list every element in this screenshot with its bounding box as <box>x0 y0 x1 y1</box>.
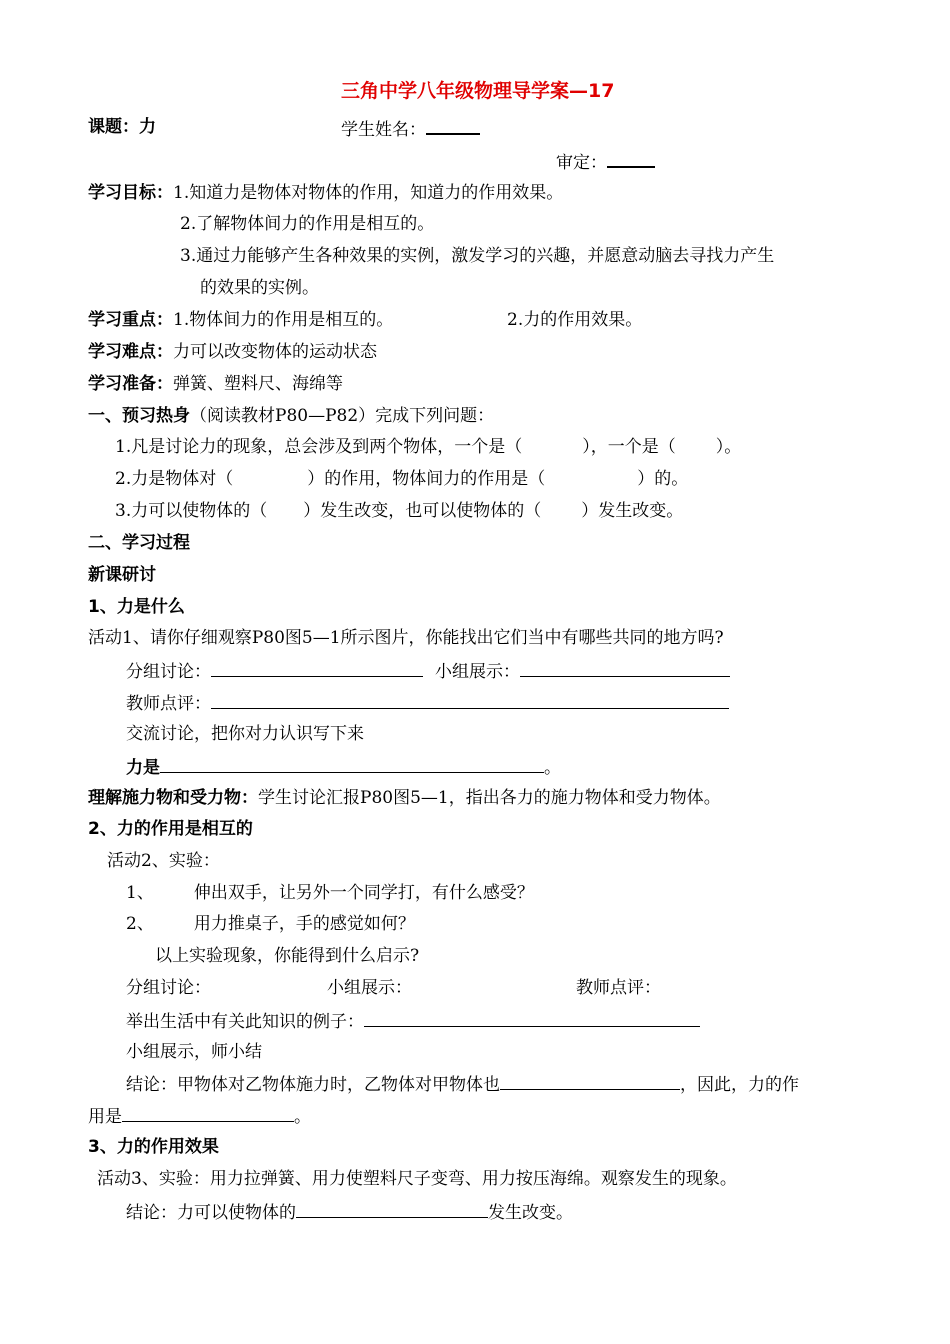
summary-text: 小组展示，师小结 <box>126 1042 262 1062</box>
insight-question: 以上实验现象，你能得到什么启示? <box>155 946 420 966</box>
preparation-label: 学习准备： <box>88 374 173 394</box>
objective-item: 2.了解物体间力的作用是相互的。 <box>180 214 435 234</box>
topic-label: 课题：力 <box>88 117 156 137</box>
question-text: ）的作用，物体间力的作用是（ <box>307 469 546 489</box>
question-text: 2.力是物体对（ <box>115 469 234 489</box>
page-title: 三角中学八年级物理导学案—17 <box>341 80 615 102</box>
objectives-label: 学习目标： <box>88 183 173 203</box>
conclusion-text: 发生改变。 <box>488 1203 573 1223</box>
student-name-row <box>341 116 480 141</box>
conclusion-text: 结论：力可以使物体的 <box>126 1203 296 1223</box>
conclusion-text: 用是 <box>88 1107 122 1127</box>
difficulty-text: 力可以改变物体的运动状态 <box>173 342 377 362</box>
example-blank[interactable] <box>364 1009 700 1027</box>
part2-group-show: 小组展示： <box>327 978 412 998</box>
experiment-step-1 <box>126 882 534 904</box>
objective-item: 的效果的实例。 <box>200 278 319 298</box>
student-name-label: 学生姓名： <box>341 120 426 140</box>
section1-heading-row <box>88 405 494 427</box>
group-discuss-label: 分组讨论： <box>126 662 211 682</box>
question-text: ），一个是（ <box>582 437 676 457</box>
key-point-item: 2.力的作用效果。 <box>507 310 643 330</box>
activity-1: 活动1、请你仔细观察P80图5—1所示图片，你能找出它们当中有哪些共同的地方吗? <box>88 628 724 648</box>
step-text: 用力推桌子，手的感觉如何？ <box>193 914 415 934</box>
question-text: ）发生改变。 <box>581 501 684 521</box>
activity-2: 活动2、实验： <box>107 851 220 871</box>
group-show-label: 小组展示： <box>435 662 520 682</box>
question-text: 3.力可以使物体的（ <box>115 501 268 521</box>
conclusion-blank[interactable] <box>500 1072 680 1090</box>
understand-label: 理解施力物和受力物： <box>88 788 258 808</box>
part2-heading: 2、力的作用是相互的 <box>88 819 253 839</box>
preparation-row <box>88 373 343 395</box>
objectives-row-1 <box>88 182 563 204</box>
difficulty-row <box>88 341 377 363</box>
preview-question-2 <box>115 468 688 490</box>
review-label: 审定： <box>556 153 607 173</box>
question-text: 1.凡是讨论力的现象，总会涉及到两个物体，一个是（ <box>115 437 523 457</box>
question-text: ）发生改变，也可以使物体的（ <box>303 501 542 521</box>
objective-item: 1.知道力是物体对物体的作用，知道力的作用效果。 <box>173 183 564 203</box>
activity-3: 活动3、实验：用力拉弹簧、用力使塑料尺子变弯、用力按压海绵。观察发生的现象。 <box>97 1169 737 1189</box>
question-text: ）的。 <box>637 469 689 489</box>
question-text: ）。 <box>715 437 742 457</box>
part2-conclusion-row <box>126 1072 799 1096</box>
example-row <box>126 1009 700 1033</box>
difficulty-label: 学习难点： <box>88 342 173 362</box>
period-text: 。 <box>544 758 561 778</box>
part1-discuss-row <box>126 659 730 683</box>
conclusion-text: 。 <box>294 1107 311 1127</box>
part2-conclusion-row-2 <box>88 1104 311 1128</box>
conclusion-blank[interactable] <box>122 1104 294 1122</box>
force-is-blank[interactable] <box>160 755 544 773</box>
part2-teacher-comment: 教师点评： <box>576 978 661 998</box>
part3-heading: 3、力的作用效果 <box>88 1137 219 1157</box>
part1-teacher-row <box>126 691 729 715</box>
section2-heading: 二、学习过程 <box>88 533 190 553</box>
group-show-blank[interactable] <box>520 659 730 677</box>
preview-question-1 <box>115 436 741 458</box>
conclusion-blank[interactable] <box>296 1200 488 1218</box>
teacher-comment-blank[interactable] <box>211 691 729 709</box>
teacher-comment-label: 教师点评： <box>126 694 211 714</box>
part2-group-discuss: 分组讨论： <box>126 978 211 998</box>
preview-question-3 <box>115 500 683 522</box>
understand-row <box>88 787 721 809</box>
step-number: 1、 <box>126 883 154 903</box>
step-text: 伸出双手，让另外一个同学打，有什么感受？ <box>193 883 534 903</box>
review-row <box>556 149 655 174</box>
force-is-label: 力是 <box>126 758 160 778</box>
key-points-row <box>88 309 393 331</box>
review-blank[interactable] <box>607 149 655 168</box>
key-points-label: 学习重点： <box>88 310 173 330</box>
conclusion-text: ，因此，力的作 <box>680 1075 799 1095</box>
section1-heading: 一、预习热身 <box>88 406 190 426</box>
step-number: 2、 <box>126 914 154 934</box>
section2-subheading: 新课研讨 <box>88 565 156 585</box>
part3-conclusion-row <box>126 1200 573 1224</box>
experiment-step-2 <box>126 913 415 935</box>
force-is-row <box>126 755 561 779</box>
understand-text: 学生讨论汇报P80图5—1，指出各力的施力物体和受力物体。 <box>258 788 721 808</box>
group-discuss-blank[interactable] <box>211 659 423 677</box>
section1-note: （阅读教材P80—P82）完成下列问题： <box>190 406 495 426</box>
objective-item: 3.通过力能够产生各种效果的实例，激发学习的兴趣，并愿意动脑去寻找力产生 <box>180 246 775 266</box>
conclusion-text: 结论：甲物体对乙物体施力时，乙物体对甲物体也 <box>126 1075 500 1095</box>
key-point-item: 1.物体间力的作用是相互的。 <box>173 310 394 330</box>
student-name-blank[interactable] <box>426 116 480 135</box>
part1-heading: 1、力是什么 <box>88 597 185 617</box>
preparation-text: 弹簧、塑料尺、海绵等 <box>173 374 343 394</box>
exchange-text: 交流讨论，把你对力认识写下来 <box>126 724 364 744</box>
example-label: 举出生活中有关此知识的例子： <box>126 1012 364 1032</box>
